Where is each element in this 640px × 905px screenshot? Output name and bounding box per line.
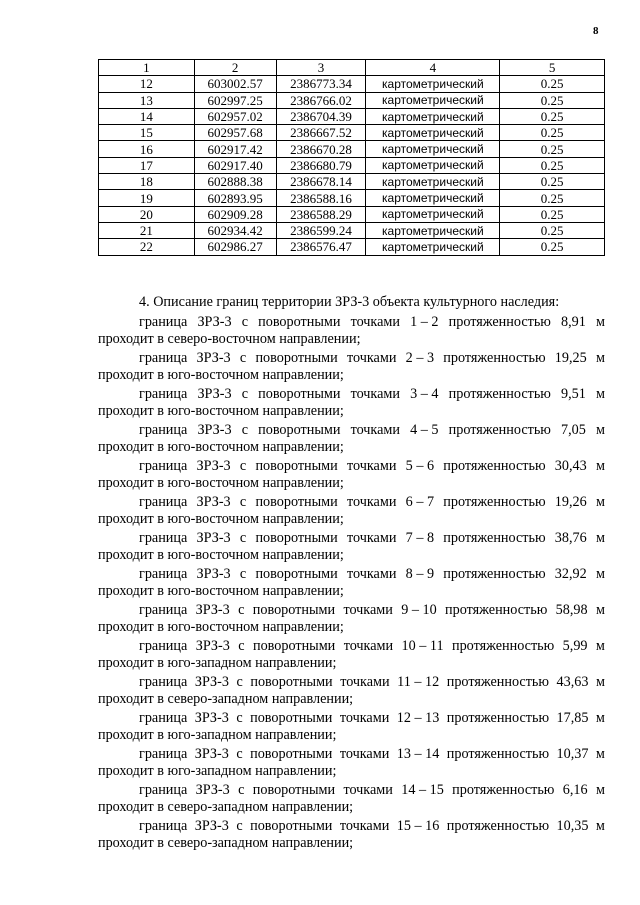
paragraph-word: точками [339, 710, 390, 726]
paragraph-word: ЗРЗ-3 [196, 566, 231, 582]
paragraph-word: м [595, 638, 605, 654]
paragraph-word: м [595, 818, 605, 834]
accuracy-cell: 0.25 [500, 125, 605, 141]
paragraph-word: 13 – 14 [396, 746, 440, 762]
paragraph-first-line [98, 566, 605, 583]
paragraph-second-line: проходит в северо-восточном направлении; [98, 331, 361, 347]
table-header-row [99, 60, 605, 76]
x-coordinate-cell: 602917.42 [194, 141, 276, 157]
paragraph-word: с [238, 638, 245, 654]
paragraph-word: ЗРЗ-3 [197, 422, 232, 438]
accuracy-cell: 0.25 [500, 108, 605, 124]
x-coordinate-cell: 602909.28 [194, 206, 276, 222]
paragraph-word: поворотными [258, 386, 341, 402]
x-coordinate-cell: 602986.27 [194, 239, 276, 255]
paragraph-word: граница [139, 782, 188, 798]
table-header-cell: 1 [99, 60, 195, 76]
y-coordinate-cell: 2386704.39 [276, 108, 366, 124]
paragraph-word: с [241, 314, 248, 330]
paragraph-word: поворотными [250, 746, 333, 762]
point-number-cell: 17 [99, 157, 195, 173]
y-coordinate-cell: 2386667.52 [276, 125, 366, 141]
paragraph-word: м [595, 530, 605, 546]
paragraph-word: м [596, 314, 605, 330]
paragraph-word: 2 – 3 [405, 350, 435, 366]
paragraph-word: ЗРЗ-3 [194, 674, 229, 690]
paragraph-word: с [236, 710, 243, 726]
paragraph-word: ЗРЗ-3 [196, 458, 231, 474]
paragraph-word: точками [343, 602, 393, 618]
x-coordinate-cell: 602917.40 [194, 157, 276, 173]
paragraph-word: м [595, 782, 605, 798]
paragraph-word: с [239, 494, 247, 510]
paragraph-first-line [98, 710, 605, 727]
paragraph-word: точками [340, 674, 390, 690]
accuracy-cell: 0.25 [500, 239, 605, 255]
paragraph-word: 10,35 [556, 818, 589, 834]
paragraph-first-line [98, 638, 605, 655]
paragraph-word: поворотными [250, 674, 333, 690]
paragraph-word: 38,76 [554, 530, 587, 546]
paragraph-word: протяженностью [443, 458, 546, 474]
paragraph-word: м [596, 386, 605, 402]
paragraph-word: 11 – 12 [397, 674, 440, 690]
boundary-paragraph [98, 458, 605, 491]
paragraph-word: 8,91 [561, 314, 586, 330]
paragraph-word: протяженностью [446, 710, 550, 726]
paragraph-word: точками [339, 746, 390, 762]
paragraph-word: поворотными [258, 314, 341, 330]
boundary-paragraph [98, 422, 605, 455]
paragraph-word: точками [350, 422, 400, 438]
paragraph-word: ЗРЗ-3 [194, 746, 229, 762]
paragraph-word: с [238, 782, 245, 798]
paragraph-word: ЗРЗ-3 [194, 818, 229, 834]
paragraph-first-line [98, 494, 605, 511]
method-cell: картометрический [366, 125, 500, 141]
paragraph-word: протяженностью [452, 638, 555, 654]
point-number-cell: 14 [99, 108, 195, 124]
paragraph-word: точками [343, 782, 393, 798]
paragraph-word: протяженностью [443, 566, 546, 582]
paragraph-first-line [98, 458, 605, 475]
paragraph-word: протяженностью [452, 782, 555, 798]
paragraph-word: граница [139, 746, 188, 762]
boundary-paragraph [98, 782, 605, 815]
paragraph-word: 7,05 [561, 422, 586, 438]
boundary-paragraph [98, 386, 605, 419]
table-header-cell: 2 [194, 60, 276, 76]
paragraph-word: 15 – 16 [396, 818, 440, 834]
method-cell: картометрический [366, 239, 500, 255]
paragraph-word: 9 – 10 [401, 602, 437, 618]
paragraph-second-line: проходит в юго-восточном направлении; [98, 511, 344, 527]
paragraph-first-line [98, 386, 605, 403]
x-coordinate-cell: 602888.38 [194, 174, 276, 190]
boundary-paragraph [98, 530, 605, 563]
y-coordinate-cell: 2386588.29 [276, 206, 366, 222]
paragraph-word: ЗРЗ-3 [195, 638, 230, 654]
paragraph-word: граница [139, 350, 188, 366]
paragraph-word: 1 – 2 [410, 314, 439, 330]
paragraph-word: точками [347, 350, 397, 366]
point-number-cell: 15 [99, 125, 195, 141]
paragraph-word: протяженностью [448, 422, 551, 438]
paragraph-word: поворотными [258, 422, 341, 438]
paragraph-word: точками [347, 530, 397, 546]
paragraph-word: поворотными [255, 458, 338, 474]
x-coordinate-cell: 602997.25 [194, 92, 276, 108]
paragraph-second-line: проходит в северо-западном направлении; [98, 799, 354, 815]
paragraph-word: протяженностью [443, 494, 546, 510]
point-number-cell: 13 [99, 92, 195, 108]
paragraph-word: точками [339, 818, 390, 834]
table-row [99, 174, 605, 190]
paragraph-word: граница [139, 386, 188, 402]
boundary-paragraph-list [98, 314, 605, 851]
paragraph-first-line [98, 746, 605, 763]
paragraph-word: точками [350, 314, 400, 330]
accuracy-cell: 0.25 [500, 190, 605, 206]
paragraph-first-line [98, 782, 605, 799]
paragraph-second-line: проходит в юго-восточном направлении; [98, 403, 344, 419]
point-number-cell: 22 [99, 239, 195, 255]
paragraph-word: с [236, 818, 243, 834]
accuracy-cell: 0.25 [500, 76, 605, 92]
point-number-cell: 18 [99, 174, 195, 190]
boundary-paragraph [98, 746, 605, 779]
table-row [99, 92, 605, 108]
paragraph-second-line: проходит в юго-западном направлении; [98, 727, 337, 743]
paragraph-word: с [239, 566, 247, 582]
paragraph-second-line: проходит в юго-восточном направлении; [98, 475, 344, 491]
coordinates-table [98, 59, 605, 256]
paragraph-first-line [98, 422, 605, 439]
paragraph-word: ЗРЗ-3 [196, 530, 231, 546]
accuracy-cell: 0.25 [500, 141, 605, 157]
accuracy-cell: 0.25 [500, 92, 605, 108]
boundary-paragraph [98, 674, 605, 707]
paragraph-word: 4 – 5 [410, 422, 439, 438]
paragraph-word: точками [350, 386, 400, 402]
x-coordinate-cell: 602957.02 [194, 108, 276, 124]
paragraph-word: м [595, 746, 605, 762]
paragraph-word: граница [139, 710, 188, 726]
boundary-paragraph [98, 818, 605, 851]
paragraph-word: поворотными [252, 782, 336, 798]
method-cell: картометрический [366, 76, 500, 92]
method-cell: картометрический [366, 190, 500, 206]
table-row [99, 239, 605, 255]
paragraph-second-line: проходит в юго-восточном направлении; [98, 439, 344, 455]
paragraph-word: ЗРЗ-3 [195, 782, 230, 798]
y-coordinate-cell: 2386588.16 [276, 190, 366, 206]
paragraph-word: протяженностью [448, 386, 551, 402]
paragraph-word: точками [347, 566, 397, 582]
paragraph-word: м [595, 602, 605, 618]
point-number-cell: 21 [99, 222, 195, 238]
paragraph-word: ЗРЗ-3 [196, 350, 231, 366]
x-coordinate-cell: 602893.95 [194, 190, 276, 206]
section-heading: 4. Описание границ территории ЗРЗ-3 объекта культурного наследия: [139, 294, 560, 310]
paragraph-word: ЗРЗ-3 [197, 314, 232, 330]
paragraph-second-line: проходит в северо-западном направлении; [98, 835, 354, 851]
paragraph-word: м [596, 422, 605, 438]
paragraph-word: поворотными [255, 566, 338, 582]
paragraph-second-line: проходит в юго-восточном направлении; [98, 583, 344, 599]
paragraph-word: 43,63 [556, 674, 589, 690]
paragraph-word: с [239, 530, 247, 546]
method-cell: картометрический [366, 92, 500, 108]
table-row [99, 157, 605, 173]
y-coordinate-cell: 2386680.79 [276, 157, 366, 173]
paragraph-word: с [236, 674, 243, 690]
accuracy-cell: 0.25 [500, 157, 605, 173]
paragraph-word: 3 – 4 [410, 386, 439, 402]
paragraph-word: протяженностью [446, 818, 550, 834]
paragraph-word: граница [139, 314, 188, 330]
paragraph-second-line: проходит в юго-восточном направлении; [98, 547, 344, 563]
paragraph-first-line [98, 602, 605, 619]
paragraph-word: протяженностью [446, 674, 549, 690]
paragraph-word: 17,85 [556, 710, 589, 726]
point-number-cell: 19 [99, 190, 195, 206]
paragraph-word: 6,16 [562, 782, 588, 798]
paragraph-word: граница [139, 530, 188, 546]
x-coordinate-cell: 602957.68 [194, 125, 276, 141]
paragraph-word: ЗРЗ-3 [196, 494, 231, 510]
table-row [99, 125, 605, 141]
boundary-paragraph [98, 602, 605, 635]
paragraph-word: 58,98 [555, 602, 588, 618]
paragraph-word: 7 – 8 [405, 530, 435, 546]
paragraph-second-line: проходит в юго-западном направлении; [98, 763, 337, 779]
paragraph-word: поворотными [250, 710, 333, 726]
paragraph-first-line [98, 350, 605, 367]
paragraph-word: 14 – 15 [401, 782, 444, 798]
y-coordinate-cell: 2386670.28 [276, 141, 366, 157]
table-row [99, 206, 605, 222]
method-cell: картометрический [366, 174, 500, 190]
x-coordinate-cell: 602934.42 [194, 222, 276, 238]
table-header-cell: 4 [366, 60, 500, 76]
paragraph-word: граница [139, 602, 188, 618]
paragraph-word: с [236, 746, 243, 762]
paragraph-word: точками [347, 494, 397, 510]
point-number-cell: 20 [99, 206, 195, 222]
paragraph-second-line: проходит в северо-западном направлении; [98, 691, 354, 707]
paragraph-word: протяженностью [443, 350, 546, 366]
paragraph-word: поворотными [250, 818, 333, 834]
paragraph-word: ЗРЗ-3 [197, 386, 232, 402]
paragraph-word: протяженностью [445, 602, 548, 618]
paragraph-word: ЗРЗ-3 [195, 602, 230, 618]
point-number-cell: 12 [99, 76, 195, 92]
paragraph-word: протяженностью [446, 746, 550, 762]
paragraph-word: м [595, 494, 605, 510]
boundary-paragraph [98, 314, 605, 347]
paragraph-word: с [241, 422, 248, 438]
paragraph-word: 32,92 [554, 566, 587, 582]
paragraph-word: м [595, 350, 605, 366]
paragraph-word: 9,51 [561, 386, 586, 402]
table-header-cell: 5 [500, 60, 605, 76]
y-coordinate-cell: 2386599.24 [276, 222, 366, 238]
paragraph-word: 6 – 7 [405, 494, 435, 510]
paragraph-word: граница [139, 818, 188, 834]
table-row [99, 141, 605, 157]
paragraph-word: 19,25 [554, 350, 587, 366]
paragraph-word: поворотными [255, 494, 338, 510]
method-cell: картометрический [366, 141, 500, 157]
paragraph-word: 19,26 [554, 494, 587, 510]
paragraph-word: граница [139, 422, 188, 438]
paragraph-second-line: проходит в юго-восточном направлении; [98, 367, 344, 383]
y-coordinate-cell: 2386773.34 [276, 76, 366, 92]
table-row [99, 108, 605, 124]
paragraph-word: граница [139, 494, 188, 510]
paragraph-first-line [98, 530, 605, 547]
method-cell: картометрический [366, 222, 500, 238]
paragraph-first-line [98, 314, 605, 331]
paragraph-word: с [239, 458, 247, 474]
paragraph-word: 8 – 9 [405, 566, 435, 582]
table-row [99, 190, 605, 206]
table-row [99, 222, 605, 238]
paragraph-word: протяженностью [443, 530, 546, 546]
paragraph-second-line: проходит в юго-восточном направлении; [98, 619, 344, 635]
paragraph-word: поворотными [252, 602, 336, 618]
paragraph-word: м [596, 674, 605, 690]
paragraph-word: м [595, 566, 605, 582]
point-number-cell: 16 [99, 141, 195, 157]
y-coordinate-cell: 2386576.47 [276, 239, 366, 255]
boundary-paragraph [98, 350, 605, 383]
boundary-paragraph [98, 710, 605, 743]
paragraph-second-line: проходит в юго-западном направлении; [98, 655, 337, 671]
method-cell: картометрический [366, 157, 500, 173]
paragraph-first-line [98, 674, 605, 691]
paragraph-word: с [238, 602, 245, 618]
method-cell: картометрический [366, 108, 500, 124]
accuracy-cell: 0.25 [500, 206, 605, 222]
paragraph-word: ЗРЗ-3 [194, 710, 229, 726]
paragraph-word: 10,37 [556, 746, 589, 762]
paragraph-word: поворотными [255, 350, 338, 366]
paragraph-word: граница [139, 458, 188, 474]
accuracy-cell: 0.25 [500, 222, 605, 238]
y-coordinate-cell: 2386678.14 [276, 174, 366, 190]
boundary-paragraph [98, 494, 605, 527]
paragraph-word: граница [139, 566, 188, 582]
paragraph-word: поворотными [255, 530, 338, 546]
paragraph-word: 5 – 6 [405, 458, 435, 474]
paragraph-word: точками [343, 638, 394, 654]
x-coordinate-cell: 603002.57 [194, 76, 276, 92]
paragraph-word: граница [139, 674, 188, 690]
paragraph-word: поворотными [252, 638, 336, 654]
paragraph-word: 5,99 [562, 638, 588, 654]
accuracy-cell: 0.25 [500, 174, 605, 190]
paragraph-word: с [241, 386, 248, 402]
y-coordinate-cell: 2386766.02 [276, 92, 366, 108]
boundary-description-section [98, 294, 605, 851]
table-header-cell: 3 [276, 60, 366, 76]
paragraph-word: протяженностью [448, 314, 551, 330]
paragraph-word: точками [347, 458, 397, 474]
paragraph-word: 10 – 11 [401, 638, 444, 654]
paragraph-word: м [595, 710, 605, 726]
paragraph-word: м [595, 458, 605, 474]
paragraph-word: граница [139, 638, 188, 654]
page-number: 8 [593, 25, 599, 37]
table-body [99, 76, 605, 255]
paragraph-word: с [239, 350, 247, 366]
paragraph-word: 30,43 [554, 458, 587, 474]
method-cell: картометрический [366, 206, 500, 222]
paragraph-word: 12 – 13 [396, 710, 440, 726]
boundary-paragraph [98, 638, 605, 671]
paragraph-first-line [98, 818, 605, 835]
boundary-paragraph [98, 566, 605, 599]
table-row [99, 76, 605, 92]
